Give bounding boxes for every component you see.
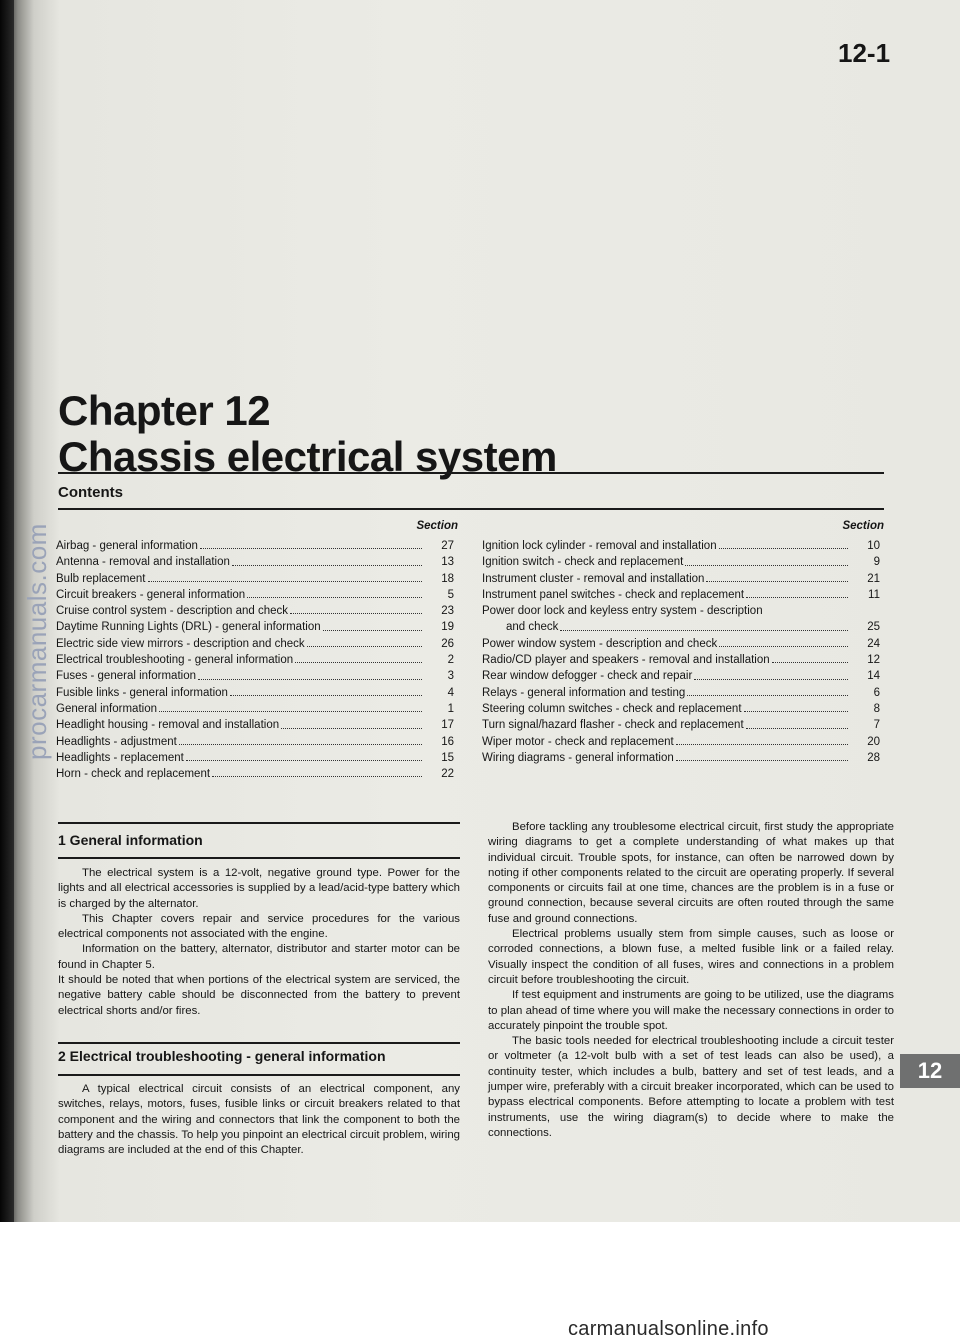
- toc-entry: [482, 538, 884, 554]
- section2-paragraph: The basic tools needed for electrical troubleshooting include a circuit tester or voltmeter (a 12-volt bulb with a set of test leads can also be used), a continuity tester, which includes a bulb, battery and set of test leads, and a jumper wire, preferably with a circuit breaker incorporated, which can be used to bypass electrical components. Before attempting to locate a problem with test instruments, use the wiring diagram(s) to decide where to make the connections.: [488, 1035, 894, 1139]
- toc-leader-dots: [687, 695, 848, 696]
- toc-entry-title: Headlights - replacement: [56, 751, 184, 764]
- toc-entry-section: 11: [868, 588, 880, 601]
- toc-entry-title: Horn - check and replacement: [56, 768, 211, 781]
- toc-leader-dots: [281, 728, 422, 729]
- toc-leader-dots: [676, 744, 848, 745]
- toc-entry-title: Instrument panel switches - check and replacement: [482, 588, 745, 601]
- toc-entry: [482, 734, 884, 750]
- section1-paragraph: This Chapter covers repair and service procedures for the various electrical components not associated with the engine.: [58, 912, 460, 941]
- section2-paragraph: Before tackling any troublesome electrical circuit, first study the appropriate wiring diagrams to get a complete understanding of what makes up that individual circuit. Trouble spots, for instance, can often be narrowed down by noting if other components related to the circuit are operating properly. If several components or circuits fail at one time, chances are the problem is in a fuse or ground connection, because several circuits are often routed through the same fuse and ground connections.: [488, 821, 894, 925]
- chapter-number: Chapter 12: [58, 387, 271, 434]
- toc-entry-title: Bulb replacement: [56, 572, 146, 585]
- toc-entry-title: Headlight housing - removal and installation: [56, 719, 280, 732]
- toc-entry-title: Power window system - description and check: [482, 637, 718, 650]
- toc-entry-section: 1: [447, 702, 454, 715]
- toc-leader-dots: [685, 565, 848, 566]
- page-number: 12-1: [838, 38, 891, 68]
- toc-entry-section: 12: [867, 654, 880, 667]
- toc-entry-section: 9: [873, 556, 880, 569]
- toc-entry: [482, 554, 884, 570]
- toc-entry-title: and check: [506, 621, 559, 634]
- toc-leader-dots: [159, 711, 422, 712]
- section2-bottom-rule: [58, 1074, 460, 1076]
- toc-entry-section: 25: [867, 621, 880, 634]
- section1-top-rule: [58, 822, 460, 824]
- toc-entry: [56, 685, 458, 701]
- toc-entry: [482, 685, 884, 701]
- toc-entry: [482, 571, 884, 587]
- toc-entry: [56, 603, 458, 619]
- toc-entry-title: Wiper motor - check and replacement: [482, 735, 674, 748]
- toc-leader-dots: [232, 565, 422, 566]
- toc-entry-section: 10: [867, 540, 880, 552]
- toc-entry-section: 6: [873, 686, 880, 699]
- toc-leader-dots: [746, 597, 848, 598]
- toc-leader-dots: [179, 744, 422, 745]
- contents-label: Contents: [58, 484, 123, 501]
- toc-entry-section: 16: [441, 735, 454, 748]
- toc-leader-dots: [746, 728, 848, 729]
- toc-entry-title: Relays - general information and testing: [482, 686, 686, 699]
- toc-entry-title: Airbag - general information: [56, 540, 198, 552]
- toc-entry-section: 4: [447, 686, 454, 699]
- toc-entry-section: 17: [441, 719, 454, 732]
- toc-entry-title: Ignition switch - check and replacement: [482, 556, 684, 569]
- toc-entry-section: 19: [441, 621, 454, 634]
- toc-entry-section: 2: [447, 654, 454, 667]
- toc-section-header: Section: [842, 520, 884, 532]
- toc-leader-dots: [676, 760, 848, 761]
- toc-entry: [482, 652, 884, 668]
- toc-entry-title: Rear window defogger - check and repair: [482, 670, 693, 683]
- page-binding-shadow: [0, 0, 14, 1342]
- watermark-left-text: procarmanuals.com: [22, 523, 52, 760]
- toc-entry-section: 15: [441, 751, 454, 764]
- toc-leader-dots: [186, 760, 422, 761]
- toc-entry: [482, 587, 884, 603]
- toc-entry: [56, 571, 458, 587]
- toc-entry-title: Fuses - general information: [56, 670, 196, 683]
- toc-leader-dots: [719, 646, 848, 647]
- toc-entry: [56, 587, 458, 603]
- toc-leader-dots: [307, 646, 422, 647]
- toc-entry-title: Power door lock and keyless entry system - description: [482, 605, 763, 618]
- toc-entry-section: 24: [867, 637, 880, 650]
- section2-heading: 2 Electrical troubleshooting - general information: [58, 1048, 386, 1064]
- toc-entry: [56, 538, 458, 554]
- toc-leader-dots: [323, 630, 422, 631]
- toc-entry-section: 28: [867, 751, 880, 764]
- section2-body-right: [488, 820, 894, 1141]
- contents-rule: [58, 508, 884, 510]
- toc-entry: [482, 619, 884, 635]
- toc-entry: [482, 701, 884, 717]
- section2-paragraph: If test equipment and instruments are going to be utilized, use the diagrams to plan ahead of time where you will make the necessary connections in order to accurately pinpoint the trouble spot.: [488, 989, 894, 1032]
- toc-entry: [482, 750, 884, 766]
- toc-entry-section: 21: [867, 572, 880, 585]
- toc-entry: [56, 701, 458, 717]
- toc-entry-section: 8: [873, 702, 880, 715]
- toc-leader-dots: [744, 711, 848, 712]
- title-rule: [58, 472, 884, 474]
- toc-entry: [56, 636, 458, 652]
- toc-entry-section: 13: [441, 556, 454, 569]
- watermark-bottom: carmanualsonline.info: [568, 1318, 769, 1340]
- section2-paragraph: Electrical problems usually stem from simple causes, such as loose or corroded connections, a blown fuse, a melted fusible link or a failed relay. Visually inspect the condition of all fuses, wires and connections in a problem circuit before troubleshooting the circuit.: [488, 928, 894, 986]
- toc-entry-section: 22: [441, 768, 454, 781]
- section2-body-left: [58, 1082, 460, 1158]
- toc-entry-section: 3: [447, 670, 454, 683]
- section1-paragraph: The electrical system is a 12-volt, negative ground type. Power for the lights and all electrical accessories is supplied by a lead/acid-type battery which is charged by the alternator.: [58, 867, 460, 910]
- toc-entry-title: Electrical troubleshooting - general information: [56, 654, 294, 667]
- toc-leader-dots: [148, 581, 423, 582]
- toc-section-header: Section: [416, 520, 458, 532]
- toc-entry: [56, 734, 458, 750]
- toc-leader-dots: [706, 581, 848, 582]
- toc-entry-title: Antenna - removal and installation: [56, 556, 230, 569]
- toc-right-column: [482, 520, 884, 766]
- toc-leader-dots: [230, 695, 422, 696]
- toc-entry: [56, 717, 458, 733]
- section1-paragraph: Information on the battery, alternator, distributor and starter motor can be found in Chapter 5.: [58, 943, 460, 971]
- toc-entry-section: 14: [867, 670, 880, 683]
- toc-entry-title: Daytime Running Lights (DRL) - general information: [56, 621, 321, 634]
- toc-entry-section: 26: [441, 637, 454, 650]
- toc-entry-title: Radio/CD player and speakers - removal and installation: [482, 654, 770, 667]
- chapter-name: Chassis electrical system: [58, 433, 557, 480]
- toc-entry: [482, 668, 884, 684]
- toc-entry: [56, 750, 458, 766]
- toc-entry-section: 20: [867, 735, 880, 748]
- toc-leader-dots: [290, 613, 422, 614]
- toc-entry-title: Wiring diagrams - general information: [482, 751, 674, 764]
- toc-entry: [56, 619, 458, 635]
- section1-bottom-rule: [58, 857, 460, 859]
- page-bottom-margin: [0, 1222, 960, 1342]
- toc-leader-dots: [719, 548, 848, 549]
- toc-entry-title: Headlights - adjustment: [56, 735, 177, 748]
- section2-top-rule: [58, 1042, 460, 1044]
- toc-leader-dots: [772, 662, 848, 663]
- section1-heading: 1 General information: [58, 832, 203, 848]
- toc-entry-title: Circuit breakers - general information: [56, 588, 246, 601]
- toc-leader-dots: [198, 679, 422, 680]
- toc-leader-dots: [247, 597, 422, 598]
- toc-left-column: [56, 520, 458, 782]
- toc-entry-section: 23: [441, 605, 454, 618]
- toc-entry-title: Steering column switches - check and replacement: [482, 702, 742, 715]
- toc-entry-title: Cruise control system - description and check: [56, 605, 289, 618]
- toc-entry-title: Electric side view mirrors - description and check: [56, 637, 305, 650]
- toc-entry-title: Ignition lock cylinder - removal and installation: [482, 540, 717, 552]
- section1-paragraph: It should be noted that when portions of the electrical system are serviced, the negative battery cable should be disconnected from the battery to prevent electrical shorts and/or fires.: [58, 974, 460, 1017]
- section2-paragraph: A typical electrical circuit consists of an electrical component, any switches, relays, motors, fuses, fusible links or circuit breakers related to that component and the wiring and connectors that link the component to both the battery and the chassis. To help you pinpoint an electrical circuit problem, wiring diagrams are included at the end of this Chapter.: [58, 1083, 460, 1157]
- toc-entry-section: 7: [873, 719, 880, 732]
- chapter-title: [58, 388, 557, 480]
- toc-entry: [56, 554, 458, 570]
- toc-leader-dots: [560, 630, 848, 631]
- toc-entry-section: 5: [447, 588, 454, 601]
- toc-entry: [482, 603, 884, 619]
- toc-entry: [56, 668, 458, 684]
- toc-leader-dots: [200, 548, 422, 549]
- toc-entry: [482, 636, 884, 652]
- chapter-tab: 12: [900, 1054, 960, 1088]
- toc-entry-title: Instrument cluster - removal and installation: [482, 572, 705, 585]
- toc-entry-title: General information: [56, 702, 157, 715]
- toc-entry: [56, 766, 458, 782]
- toc-entry-section: 27: [441, 540, 454, 552]
- toc-entry: [56, 652, 458, 668]
- toc-entry-section: 18: [441, 572, 454, 585]
- toc-leader-dots: [295, 662, 422, 663]
- toc-leader-dots: [694, 679, 848, 680]
- toc-entry-title: Fusible links - general information: [56, 686, 228, 699]
- section1-body: [58, 866, 460, 1019]
- toc-entry-title: Turn signal/hazard flasher - check and replacement: [482, 719, 744, 732]
- toc-entry: [482, 717, 884, 733]
- toc-leader-dots: [212, 776, 422, 777]
